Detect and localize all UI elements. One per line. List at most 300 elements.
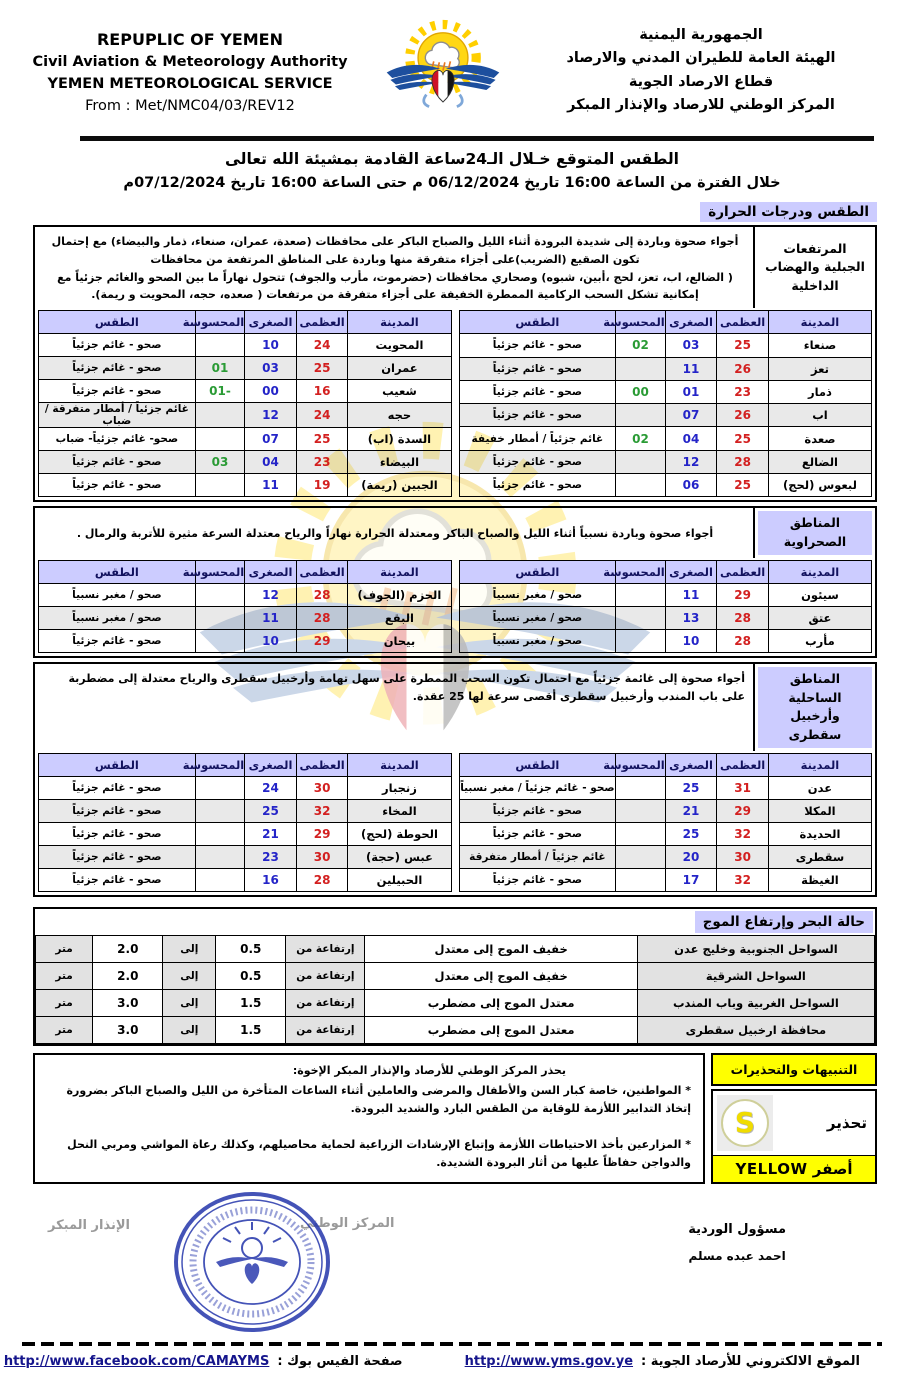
svg-text:CIVIL AVIATION & METEOROLOGY A — [383, 18, 386, 21]
max-temp-cell: 32 — [296, 799, 348, 822]
table-row — [39, 629, 452, 652]
weather-cell: غائم جزئياً / أمطار متفرقة — [459, 845, 616, 868]
column-header: المحسوسة — [195, 560, 245, 583]
feels-like-cell: 03 — [195, 451, 245, 474]
warning-symbol-box — [717, 1095, 773, 1151]
coast-region-cell: السواحل الشرقية — [637, 962, 874, 989]
warning-item-2: * المزارعين بأخذ الاحتياطات اللأزمة وإتباع الإرشادات الزراعية لحماية محاصيلهم، وكذلك رعاة المواشي ومربي النحل والدواجن حفاظاً عليها من أثار البرودة الشديدة. — [67, 1138, 691, 1170]
table-header-row — [459, 311, 872, 334]
height-to-value: 3.0 — [93, 1016, 163, 1043]
table-row — [459, 380, 872, 403]
city-cell: المخاء — [348, 799, 451, 822]
height-from-value: 1.5 — [216, 1016, 286, 1043]
weather-cell: صحو / مغبر نسبياً — [39, 583, 196, 606]
min-temp-cell: 21 — [245, 822, 297, 845]
weather-cell: صحو - غائم جزئياً — [39, 629, 196, 652]
min-temp-cell: 25 — [245, 799, 297, 822]
max-temp-cell: 26 — [717, 404, 769, 427]
min-temp-cell: 03 — [245, 357, 297, 380]
table-row — [459, 845, 872, 868]
min-temp-cell: 12 — [665, 450, 717, 473]
feels-like-cell — [195, 334, 245, 357]
weather-cell: صحو / مغبر نسبياً — [459, 629, 616, 652]
table-header-row — [39, 311, 452, 334]
column-header: الصغرى — [245, 311, 297, 334]
height-from-label: إرتفاعة من — [286, 989, 365, 1016]
table-row — [39, 334, 452, 357]
city-cell: الضالع — [768, 450, 871, 473]
min-temp-cell: 23 — [245, 845, 297, 868]
city-cell: البقع — [348, 606, 451, 629]
header-en-line4: From : Met/NMC04/03/REV12 — [85, 97, 295, 114]
table-row — [39, 868, 452, 891]
city-cell: سيئون — [768, 583, 871, 606]
coastal-section — [33, 662, 877, 897]
header-english — [30, 24, 350, 117]
table-row — [39, 845, 452, 868]
feels-like-cell — [195, 474, 245, 497]
stamp-watermark-text-left: الإنذار المبكر — [48, 1217, 130, 1233]
weather-cell: صحو - غائم جزئياً — [39, 474, 196, 497]
sea-state-table — [35, 935, 875, 1044]
weather-cell: صحو - غائم جزئياً — [459, 334, 616, 357]
height-to-value: 2.0 — [93, 962, 163, 989]
weather-cell: صحو - غائم جزئياً — [39, 822, 196, 845]
feels-like-cell — [195, 606, 245, 629]
max-temp-cell: 28 — [717, 450, 769, 473]
city-cell: المحويت — [348, 334, 451, 357]
feels-like-cell — [616, 357, 666, 380]
weather-cell: غائم جزئياً / أمطار متفرقة / ضباب — [39, 403, 196, 428]
table-row — [39, 474, 452, 497]
column-header: الطقس — [459, 753, 616, 776]
warning-word: تحذير — [826, 1113, 867, 1132]
feels-like-cell — [195, 822, 245, 845]
city-cell: مأرب — [768, 629, 871, 652]
column-header: الصغرى — [665, 560, 717, 583]
min-temp-cell: 00 — [245, 380, 297, 403]
column-header: الطقس — [39, 753, 196, 776]
forecast-period: خلال الفترة من الساعة 16:00 تاريخ 06/12/2024 م حتى الساعة 16:00 تاريخ 07/12/2024م — [123, 175, 781, 191]
min-temp-cell: 24 — [245, 776, 297, 799]
table-row — [39, 799, 452, 822]
min-temp-cell: 11 — [245, 606, 297, 629]
weather-cell: صحو - غائم جزئياً — [459, 450, 616, 473]
feels-like-cell — [616, 799, 666, 822]
desert-intro-text: أجواء صحوة وباردة نسبياً أثناء الليل والصباح الباكر ومعتدلة الحرارة نهاراً والرياح معتدلة السرعة مثيرة للأتربة والرمال . — [76, 527, 714, 541]
weather-cell: صحو - غائم جزئياً — [39, 868, 196, 891]
unit-cell: متر — [36, 1016, 93, 1043]
max-temp-cell: 28 — [717, 606, 769, 629]
city-cell: عمران — [348, 357, 451, 380]
header-ar-line2: الهيئة العامة للطيران المدني والارصاد — [566, 50, 836, 67]
header-arabic — [536, 24, 866, 118]
max-temp-cell: 28 — [717, 629, 769, 652]
city-cell: صنعاء — [768, 334, 871, 357]
height-from-value: 0.5 — [216, 935, 286, 962]
warning-level-card — [711, 1089, 877, 1184]
min-temp-cell: 06 — [665, 473, 717, 496]
warnings-side-column — [711, 1053, 877, 1184]
max-temp-cell: 23 — [296, 451, 348, 474]
max-temp-cell: 24 — [296, 334, 348, 357]
column-header: الطقس — [39, 560, 196, 583]
feels-like-cell — [616, 473, 666, 496]
min-temp-cell: 07 — [665, 404, 717, 427]
weather-cell: صحو / مغبر نسبياً — [39, 606, 196, 629]
table-row — [36, 989, 875, 1016]
min-temp-cell: 10 — [665, 629, 717, 652]
height-to-value: 3.0 — [93, 989, 163, 1016]
column-header: الصغرى — [665, 753, 717, 776]
feels-like-cell — [616, 583, 666, 606]
column-header: المدينة — [348, 560, 451, 583]
column-header: العظمى — [717, 560, 769, 583]
feels-like-cell — [616, 822, 666, 845]
coastal-intro — [35, 664, 753, 751]
coastal-intro-text: أجواء صحوة إلى غائمة جزئياً مع احتمال تكون السحب الممطرة على سهل تهامة وأرخبيل سقطرى والرياح معتدلة إلى مضطربة على باب المندب وأرخبيل سقطرى أقصى سرعة لها 25 عقدة. — [68, 671, 745, 703]
feels-like-cell — [616, 776, 666, 799]
min-temp-cell: 07 — [245, 428, 297, 451]
mountain-label: المرتفعات الجبلية والهضاب الداخلية — [765, 240, 865, 293]
feels-like-cell: 01 — [195, 357, 245, 380]
table-row — [36, 962, 875, 989]
table-row — [39, 606, 452, 629]
feels-like-cell — [616, 404, 666, 427]
weather-cell: صحو - غائم جزئياً — [459, 380, 616, 403]
column-header: المدينة — [768, 311, 871, 334]
feels-like-cell — [195, 868, 245, 891]
table-row — [39, 451, 452, 474]
table-row — [39, 822, 452, 845]
table-row — [459, 334, 872, 357]
max-temp-cell: 28 — [296, 583, 348, 606]
desert-label: المناطق الصحراوية — [758, 511, 872, 555]
to-label: إلى — [163, 935, 216, 962]
stamp-icon — [168, 1188, 336, 1338]
min-temp-cell: 25 — [665, 822, 717, 845]
mountain-label-column — [753, 227, 875, 308]
height-from-value: 1.5 — [216, 989, 286, 1016]
min-temp-cell: 04 — [665, 427, 717, 450]
city-cell: الحبيلين — [348, 868, 451, 891]
city-cell: صعدة — [768, 427, 871, 450]
min-temp-cell: 11 — [665, 357, 717, 380]
max-temp-cell: 29 — [296, 629, 348, 652]
weather-cell: صحو - غائم جزئياً — [459, 868, 616, 891]
city-cell: سقطرى — [768, 845, 871, 868]
document-footer — [0, 1188, 904, 1376]
feels-like-cell — [616, 606, 666, 629]
column-header: الصغرى — [245, 753, 297, 776]
column-header: الطقس — [459, 311, 616, 334]
weather-cell: صحو - غائم جزئياً — [39, 845, 196, 868]
wave-description-cell: معتدل الموج إلى مضطرب — [365, 989, 637, 1016]
mountain-intro — [35, 227, 753, 308]
footer-links-row — [0, 1354, 904, 1369]
column-header: المدينة — [768, 560, 871, 583]
max-temp-cell: 32 — [717, 822, 769, 845]
city-cell: الحوطة (لحج) — [348, 822, 451, 845]
warning-s-icon — [721, 1099, 769, 1147]
column-header: الصغرى — [665, 311, 717, 334]
logo-caption — [383, 18, 386, 21]
desert-left-table — [38, 560, 452, 653]
city-cell: عتق — [768, 606, 871, 629]
max-temp-cell: 30 — [296, 845, 348, 868]
section-heading-temperatures: الطقس ودرجات الحرارة — [700, 202, 877, 222]
table-row — [459, 404, 872, 427]
header-en-line2: Civil Aviation & Meteorology Authority — [32, 54, 348, 70]
feels-like-cell — [195, 403, 245, 428]
to-label: إلى — [163, 962, 216, 989]
column-header: المحسوسة — [616, 311, 666, 334]
facebook-link[interactable]: http://www.facebook.com/CAMAYMS — [3, 1353, 270, 1369]
authority-logo — [383, 18, 503, 130]
unit-cell: متر — [36, 935, 93, 962]
height-from-label: إرتفاعة من — [286, 935, 365, 962]
sun-wings-logo-icon — [383, 18, 503, 126]
weather-cell: صحو - غائم جزئياً — [39, 380, 196, 403]
table-row — [459, 799, 872, 822]
max-temp-cell: 29 — [717, 799, 769, 822]
height-from-label: إرتفاعة من — [286, 962, 365, 989]
city-cell: لبعوس (لحج) — [768, 473, 871, 496]
city-cell: الغيظة — [768, 868, 871, 891]
wave-description-cell: معتدل الموج إلى مضطرب — [365, 1016, 637, 1043]
weather-cell: صحو - غائم جزئياً — [459, 357, 616, 380]
unit-cell: متر — [36, 989, 93, 1016]
header-ar-line4: المركز الوطني للارصاد والإنذار المبكر — [567, 97, 835, 114]
min-temp-cell: 10 — [245, 629, 297, 652]
mountain-left-table — [38, 310, 452, 497]
max-temp-cell: 16 — [296, 380, 348, 403]
column-header: الطقس — [39, 311, 196, 334]
coast-region-cell: السواحل الجنوبية وخليج عدن — [637, 935, 874, 962]
table-row — [36, 1016, 875, 1043]
table-row — [459, 450, 872, 473]
weather-cell: صحو - غائم جزئياً — [459, 799, 616, 822]
min-temp-cell: 01 — [665, 380, 717, 403]
warning-item-1: * المواطنين، خاصة كبار السن والأطفال والمرضى والعاملين أثناء الساعات المتأخرة من الليل والصباح الباكر بضرورة إتخاذ التدابير اللأزمة للوقاية من الطقس البارد والشديد البرودة. — [66, 1083, 691, 1116]
city-cell: البيضاء — [348, 451, 451, 474]
max-temp-cell: 30 — [296, 776, 348, 799]
max-temp-cell: 25 — [296, 357, 348, 380]
weather-cell: صحو - غائم جزئياً / مغبر نسبياً — [459, 776, 616, 799]
to-label: إلى — [163, 1016, 216, 1043]
city-cell: الحديدة — [768, 822, 871, 845]
s-letter: S — [734, 1106, 756, 1140]
column-header: العظمى — [717, 311, 769, 334]
weather-cell: صحو / مغبر نسبياً — [459, 606, 616, 629]
feels-like-cell: 01- — [195, 380, 245, 403]
to-label: إلى — [163, 989, 216, 1016]
header-ar-line1: الجمهورية اليمنية — [639, 27, 763, 43]
feels-like-cell — [195, 629, 245, 652]
city-cell: الحزم (الجوف) — [348, 583, 451, 606]
column-header: المدينة — [348, 311, 451, 334]
max-temp-cell: 26 — [717, 357, 769, 380]
max-temp-cell: 28 — [296, 606, 348, 629]
facebook-label: صفحة الفيس بوك : — [277, 1353, 403, 1369]
city-cell: السدة (اب) — [348, 428, 451, 451]
sea-state-section — [33, 907, 877, 1046]
page-title: الطقس المتوقع خـلال الـ24ساعة القادمة بمشيئة الله تعالى — [225, 150, 679, 168]
warnings-intro: يحذر المركز الوطني للأرصاد والإنذار المبكر الإخوة: — [292, 1063, 566, 1077]
table-row — [459, 629, 872, 652]
city-cell: بيحان — [348, 629, 451, 652]
header-en-line3: YEMEN METEOROLOGICAL SERVICE — [47, 75, 333, 92]
feels-like-cell — [616, 629, 666, 652]
column-header: العظمى — [296, 560, 348, 583]
warning-level-strip — [713, 1155, 875, 1182]
weather-cell: غائم جزئياً / أمطار خفيفة — [459, 427, 616, 450]
sea-state-heading: حالة البحر وإرتفاع الموج — [695, 911, 873, 933]
table-row — [459, 427, 872, 450]
table-row — [459, 357, 872, 380]
max-temp-cell: 29 — [717, 583, 769, 606]
max-temp-cell: 29 — [296, 822, 348, 845]
table-header-row — [459, 753, 872, 776]
city-cell: زنجبار — [348, 776, 451, 799]
coastal-left-table — [38, 753, 452, 892]
coastal-label: المناطق الساحلية وأرخبيل سقطرى — [758, 667, 872, 748]
table-row — [459, 606, 872, 629]
max-temp-cell: 23 — [717, 380, 769, 403]
column-header: العظمى — [296, 753, 348, 776]
city-cell: المكلا — [768, 799, 871, 822]
desert-section — [33, 506, 877, 658]
coastal-right-table — [459, 753, 873, 892]
feels-like-cell: 02 — [616, 334, 666, 357]
weather-cell: صحو / مغبر نسبياً — [459, 583, 616, 606]
shift-supervisor-block — [688, 1222, 786, 1263]
table-row — [459, 822, 872, 845]
city-cell: عبس (حجة) — [348, 845, 451, 868]
header-en-line1: REPUPLIC OF YEMEN — [96, 30, 283, 49]
weather-cell: صحو - غائم جزئياً — [39, 357, 196, 380]
max-temp-cell: 28 — [296, 868, 348, 891]
feels-like-cell: 00 — [616, 380, 666, 403]
coast-region-cell: السواحل الغربية وباب المندب — [637, 989, 874, 1016]
weather-cell: صحو - غائم جزئياً — [39, 451, 196, 474]
wave-description-cell: خفيف الموج إلى معتدل — [365, 962, 637, 989]
website-label: الموقع الالكتروني للأرصاد الجوية : — [641, 1353, 860, 1369]
column-header: المحسوسة — [195, 311, 245, 334]
warning-level-english: YELLOW — [735, 1159, 808, 1178]
min-temp-cell: 12 — [245, 403, 297, 428]
table-row — [39, 583, 452, 606]
height-to-value: 2.0 — [93, 935, 163, 962]
min-temp-cell: 17 — [665, 868, 717, 891]
coast-region-cell: محافظة ارخبيل سقطرى — [637, 1016, 874, 1043]
website-link[interactable]: http://www.yms.gov.ye — [464, 1353, 634, 1369]
unit-cell: متر — [36, 962, 93, 989]
feels-like-cell — [195, 428, 245, 451]
warning-level-arabic: أصفر — [812, 1159, 853, 1178]
table-row — [459, 473, 872, 496]
weather-cell: صحو - غائم جزئياً — [39, 776, 196, 799]
city-cell: تعز — [768, 357, 871, 380]
column-header: المحسوسة — [616, 560, 666, 583]
weather-cell: صحو - غائم جزئياً — [39, 799, 196, 822]
max-temp-cell: 25 — [717, 334, 769, 357]
warnings-section — [33, 1053, 877, 1184]
city-cell: ذمار — [768, 380, 871, 403]
feels-like-cell — [195, 776, 245, 799]
table-header-row — [39, 753, 452, 776]
supervisor-title: مسؤول الوردية — [688, 1221, 786, 1237]
table-row — [36, 935, 875, 962]
footer-dashed-divider — [22, 1342, 882, 1346]
min-temp-cell: 20 — [665, 845, 717, 868]
city-cell: الجبين (ريمة) — [348, 474, 451, 497]
max-temp-cell: 19 — [296, 474, 348, 497]
weather-cell: صحو - غائم جزئياً — [459, 473, 616, 496]
column-header: الطقس — [459, 560, 616, 583]
min-temp-cell: 16 — [245, 868, 297, 891]
feels-like-cell — [616, 845, 666, 868]
height-from-value: 0.5 — [216, 962, 286, 989]
feels-like-cell — [195, 845, 245, 868]
height-from-label: إرتفاعة من — [286, 1016, 365, 1043]
table-row — [459, 583, 872, 606]
feels-like-cell — [616, 868, 666, 891]
city-cell: شعيب — [348, 380, 451, 403]
min-temp-cell: 10 — [245, 334, 297, 357]
weather-cell: صحو - غائم جزئياً — [459, 822, 616, 845]
city-cell: عدن — [768, 776, 871, 799]
mountain-section — [33, 225, 877, 502]
warnings-text-box — [33, 1053, 705, 1184]
desert-intro — [35, 508, 753, 558]
max-temp-cell: 24 — [296, 403, 348, 428]
warnings-heading: التنبيهات والتحذيرات — [711, 1053, 877, 1086]
city-cell: حجه — [348, 403, 451, 428]
table-row — [459, 868, 872, 891]
min-temp-cell: 12 — [245, 583, 297, 606]
max-temp-cell: 30 — [717, 845, 769, 868]
header-divider — [80, 136, 874, 141]
table-row — [39, 357, 452, 380]
min-temp-cell: 03 — [665, 334, 717, 357]
table-row — [39, 380, 452, 403]
weather-cell: صحو- غائم جزئياً- ضباب — [39, 428, 196, 451]
supervisor-name: احمد عبده مسلم — [688, 1248, 786, 1263]
desert-right-table — [459, 560, 873, 653]
weather-cell: صحو - غائم جزئياً — [459, 404, 616, 427]
feels-like-cell — [195, 583, 245, 606]
city-cell: اب — [768, 404, 871, 427]
column-header: المحسوسة — [616, 753, 666, 776]
column-header: الصغرى — [245, 560, 297, 583]
min-temp-cell: 11 — [665, 583, 717, 606]
weather-cell: صحو - غائم جزئياً — [39, 334, 196, 357]
table-row — [459, 776, 872, 799]
table-row — [39, 776, 452, 799]
min-temp-cell: 04 — [245, 451, 297, 474]
min-temp-cell: 11 — [245, 474, 297, 497]
header-ar-line3: قطاع الارصاد الجوية — [628, 73, 774, 90]
max-temp-cell: 25 — [296, 428, 348, 451]
max-temp-cell: 25 — [717, 427, 769, 450]
stamp-watermark-text-right: المركز الوطني — [300, 1215, 395, 1231]
column-header: المدينة — [768, 753, 871, 776]
official-stamp — [168, 1188, 336, 1342]
feels-like-cell: 02 — [616, 427, 666, 450]
document-header — [0, 0, 904, 130]
max-temp-cell: 32 — [717, 868, 769, 891]
